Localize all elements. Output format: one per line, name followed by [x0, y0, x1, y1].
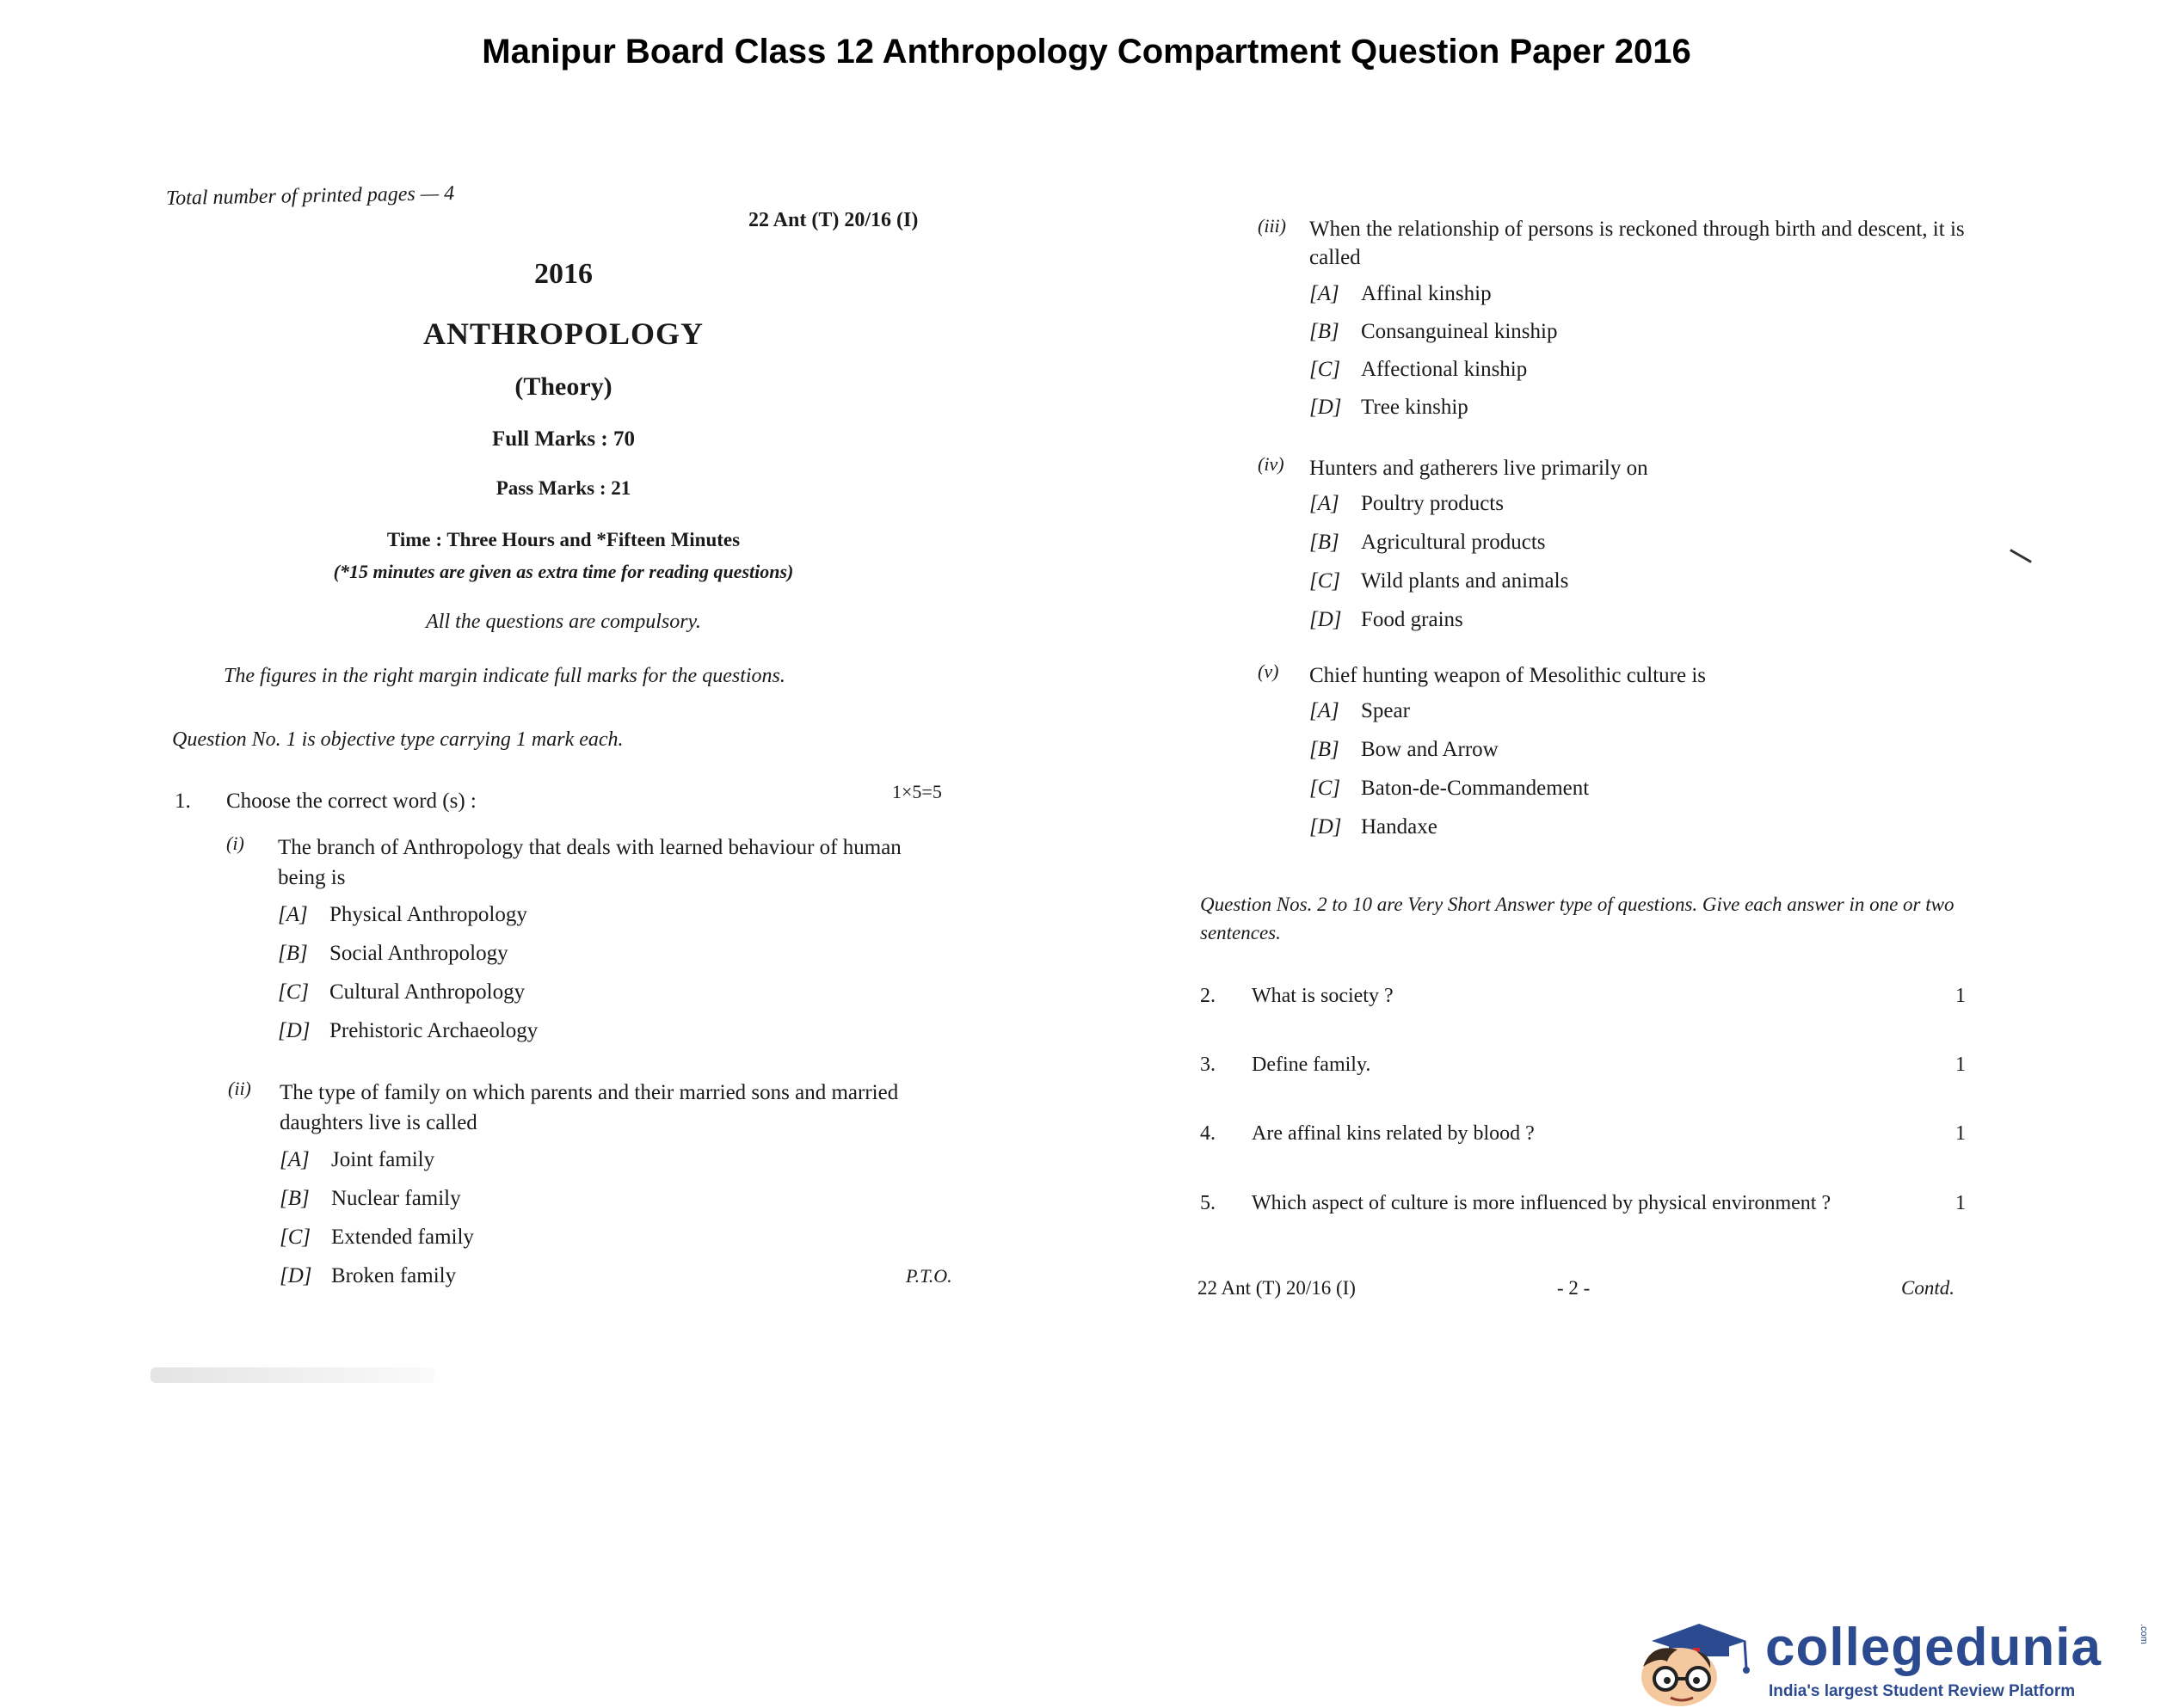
- sub-question-label: (v): [1258, 660, 1279, 682]
- time-allowed: Time : Three Hours and *Fifteen Minutes: [386, 529, 741, 550]
- please-turn-over: P.T.O.: [906, 1265, 952, 1287]
- scan-mark: [2010, 549, 2032, 563]
- question-text: What is society ?: [1252, 985, 1394, 1007]
- document-title: Manipur Board Class 12 Anthropology Compartment Question Paper 2016: [482, 33, 1691, 71]
- question-mark: 1: [1955, 1122, 1966, 1145]
- sub-question-text: The type of family on which parents and their married sons and married daughters live is called: [280, 1081, 899, 1134]
- option-d: [D] Tree kinship: [1309, 396, 1468, 419]
- option-a: [A] Joint family: [280, 1148, 435, 1171]
- option-d: [D] Handaxe: [1309, 815, 1437, 839]
- subject-title: ANTHROPOLOGY: [422, 316, 704, 351]
- option-d: [D] Broken family: [280, 1264, 457, 1287]
- option-c: [C] Affectional kinship: [1309, 358, 1528, 381]
- question-text: Define family.: [1252, 1054, 1371, 1076]
- question-number: 2.: [1200, 985, 1216, 1007]
- option-c: [C] Wild plants and animals: [1309, 569, 1569, 593]
- option-c: [C] Cultural Anthropology: [278, 980, 526, 1004]
- question-number: 5.: [1200, 1192, 1216, 1214]
- option-b: [B] Consanguineal kinship: [1309, 320, 1558, 343]
- question-paper-page-1: [151, 151, 976, 1337]
- sub-question-label: (iii): [1258, 215, 1286, 237]
- option-d: [D] Food grains: [1309, 608, 1463, 631]
- option-a: [A] Spear: [1309, 699, 1410, 722]
- question-text: Which aspect of culture is more influenced by physical environment ?: [1252, 1192, 1831, 1214]
- exam-year: 2016: [534, 258, 593, 290]
- question-marks: 1×5=5: [892, 781, 942, 802]
- logo-wordmark: collegedunia: [1765, 1618, 2102, 1677]
- logo-tagline: India's largest Student Review Platform: [1769, 1682, 2076, 1700]
- footer-paper-code: 22 Ant (T) 20/16 (I): [1197, 1277, 1356, 1299]
- question-number: 4.: [1200, 1122, 1216, 1145]
- question-text: Are affinal kins related by blood ?: [1252, 1122, 1535, 1145]
- option-d: [D] Prehistoric Archaeology: [278, 1019, 539, 1042]
- paper-code: 22 Ant (T) 20/16 (I): [748, 209, 919, 231]
- question-mark: 1: [1955, 985, 1966, 1007]
- option-b: [B] Social Anthropology: [278, 942, 508, 965]
- pass-marks: Pass Marks : 21: [496, 477, 631, 499]
- scan-smudge: [151, 1367, 434, 1383]
- short-answer-note: Question Nos. 2 to 10 are Very Short Answer type of questions. Give each answer in one or two sentences.: [1200, 894, 1954, 943]
- question-number: 3.: [1200, 1054, 1216, 1076]
- mascot-icon: [1617, 1617, 1755, 1708]
- option-b: [B] Bow and Arrow: [1309, 738, 1499, 761]
- collegedunia-logo[interactable]: [1617, 1617, 2168, 1708]
- option-b: [B] Nuclear family: [280, 1187, 461, 1210]
- continued-note: Contd.: [1901, 1277, 1954, 1299]
- figures-note: The figures in the right margin indicate full marks for the questions.: [224, 665, 785, 687]
- sub-question-label: (iv): [1258, 453, 1284, 475]
- option-c: [C] Extended family: [280, 1226, 474, 1249]
- question-mark: 1: [1955, 1054, 1966, 1076]
- page-number: - 2 -: [1557, 1277, 1591, 1299]
- extra-time-note: (*15 minutes are given as extra time for reading questions): [333, 561, 794, 582]
- question-1-note: Question No. 1 is objective type carrying 1 mark each.: [172, 728, 624, 751]
- logo-domain-suffix: .com: [2139, 1624, 2149, 1644]
- sub-question-text: The branch of Anthropology that deals with learned behaviour of human being is: [278, 836, 902, 889]
- sub-question-text: Chief hunting weapon of Mesolithic culture is: [1309, 664, 1707, 687]
- option-c: [C] Baton-de-Commandement: [1309, 777, 1590, 800]
- sub-question-label: (ii): [228, 1078, 251, 1099]
- option-a: [A] Poultry products: [1309, 492, 1504, 515]
- option-a: [A] Affinal kinship: [1309, 282, 1492, 305]
- sub-question-text: Hunters and gatherers live primarily on: [1309, 457, 1648, 480]
- option-a: [A] Physical Anthropology: [278, 903, 527, 926]
- question-number: 1.: [175, 789, 191, 813]
- sub-question-label: (i): [226, 832, 244, 854]
- question-paper-page-2: [1179, 151, 2004, 1337]
- compulsory-note: All the questions are compulsory.: [426, 611, 701, 633]
- question-text: Choose the correct word (s) :: [226, 789, 477, 813]
- sub-question-text: When the relationship of persons is reckoned through birth and descent, it is called: [1309, 218, 1965, 269]
- question-mark: 1: [1955, 1192, 1966, 1214]
- option-b: [B] Agricultural products: [1309, 531, 1546, 554]
- paper-type: (Theory): [514, 372, 613, 401]
- printed-pages-note: Total number of printed pages — 4: [165, 182, 455, 210]
- full-marks: Full Marks : 70: [492, 427, 635, 451]
